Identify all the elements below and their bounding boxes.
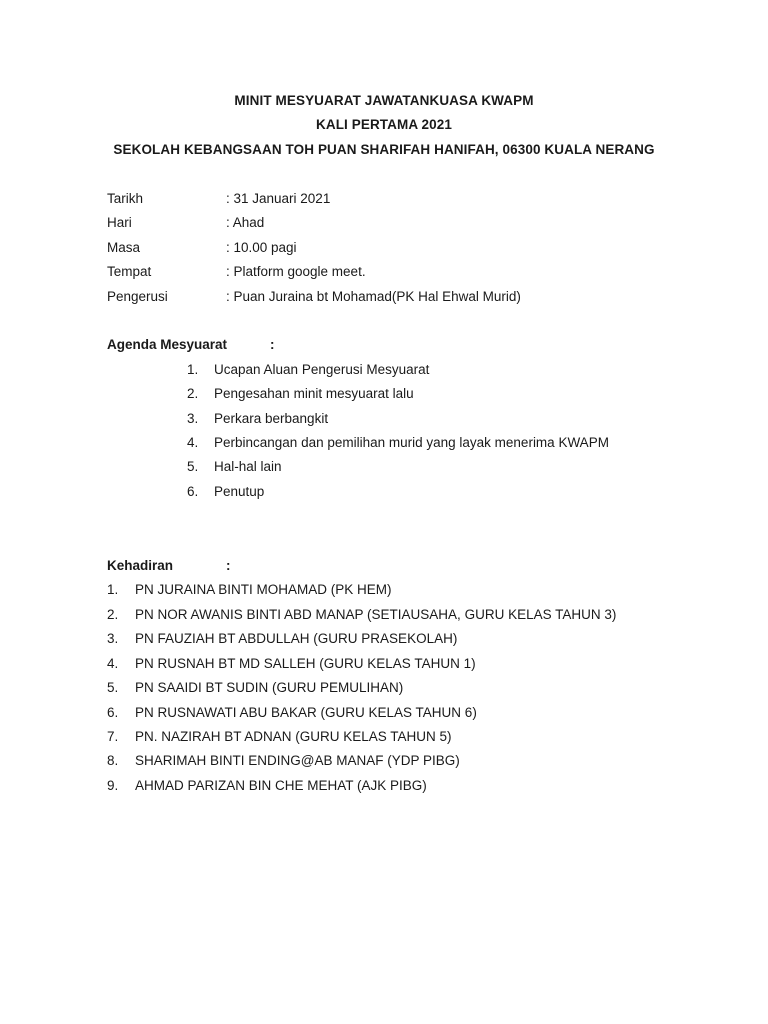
agenda-heading-label: Agenda Mesyuarat bbox=[107, 337, 228, 352]
attendance-item-text: SHARIMAH BINTI ENDING@AB MANAF (YDP PIBG) bbox=[135, 753, 460, 768]
agenda-item-number: 5. bbox=[187, 459, 199, 474]
attendance-item-number: 2. bbox=[107, 607, 119, 622]
attendance-heading-label: Kehadiran bbox=[107, 558, 174, 573]
attendance-item-text: AHMAD PARIZAN BIN CHE MEHAT (AJK PIBG) bbox=[135, 778, 427, 793]
attendance-item-number: 4. bbox=[107, 656, 119, 671]
agenda-item-text: Penutup bbox=[214, 484, 265, 499]
agenda-item-text: Perbincangan dan pemilihan murid yang layak menerima KWAPM bbox=[214, 435, 609, 450]
attendance-item-number: 9. bbox=[107, 778, 119, 793]
attendance-item-number: 6. bbox=[107, 705, 119, 720]
document-subtitle: KALI PERTAMA 2021 bbox=[316, 117, 452, 132]
agenda-item-text: Pengesahan minit mesyuarat lalu bbox=[214, 386, 414, 401]
school-name: SEKOLAH KEBANGSAAN TOH PUAN SHARIFAH HANIFAH, 06300 KUALA NERANG bbox=[113, 142, 655, 157]
attendance-heading-colon: : bbox=[226, 558, 231, 573]
detail-value: : Ahad bbox=[226, 215, 265, 230]
detail-label: Pengerusi bbox=[107, 289, 168, 304]
agenda-item-text: Hal-hal lain bbox=[214, 459, 282, 474]
agenda-item-text: Perkara berbangkit bbox=[214, 411, 329, 426]
attendance-item-text: PN FAUZIAH BT ABDULLAH (GURU PRASEKOLAH) bbox=[135, 631, 458, 646]
attendance-item-text: PN JURAINA BINTI MOHAMAD (PK HEM) bbox=[135, 582, 392, 597]
detail-label: Masa bbox=[107, 240, 141, 255]
agenda-item-number: 3. bbox=[187, 411, 199, 426]
attendance-item-text: PN NOR AWANIS BINTI ABD MANAP (SETIAUSAHA, GURU KELAS TAHUN 3) bbox=[135, 607, 617, 622]
attendance-item-number: 8. bbox=[107, 753, 119, 768]
agenda-item-number: 2. bbox=[187, 386, 199, 401]
agenda-item-number: 6. bbox=[187, 484, 199, 499]
detail-label: Tempat bbox=[107, 264, 152, 279]
agenda-item-number: 4. bbox=[187, 435, 199, 450]
document-title: MINIT MESYUARAT JAWATANKUASA KWAPM bbox=[234, 93, 534, 108]
detail-label: Hari bbox=[107, 215, 132, 230]
detail-value: : 10.00 pagi bbox=[226, 240, 297, 255]
detail-value: : Puan Juraina bt Mohamad(PK Hal Ehwal Murid) bbox=[226, 289, 521, 304]
agenda-heading-colon: : bbox=[270, 337, 275, 352]
detail-label: Tarikh bbox=[107, 191, 144, 206]
agenda-item-number: 1. bbox=[187, 362, 199, 377]
attendance-heading bbox=[107, 558, 231, 573]
attendance-item-number: 3. bbox=[107, 631, 119, 646]
detail-value: : 31 Januari 2021 bbox=[226, 191, 331, 206]
attendance-item-text: PN RUSNAH BT MD SALLEH (GURU KELAS TAHUN 1) bbox=[135, 656, 476, 671]
attendance-item-number: 7. bbox=[107, 729, 119, 744]
attendance-item-text: PN. NAZIRAH BT ADNAN (GURU KELAS TAHUN 5) bbox=[135, 729, 452, 744]
detail-value: : Platform google meet. bbox=[226, 264, 366, 279]
attendance-item-text: PN RUSNAWATI ABU BAKAR (GURU KELAS TAHUN 6) bbox=[135, 705, 477, 720]
attendance-item-text: PN SAAIDI BT SUDIN (GURU PEMULIHAN) bbox=[135, 680, 404, 695]
attendance-item-number: 1. bbox=[107, 582, 119, 597]
agenda-item-text: Ucapan Aluan Pengerusi Mesyuarat bbox=[214, 362, 430, 377]
agenda-heading bbox=[107, 337, 275, 352]
attendance-item-number: 5. bbox=[107, 680, 119, 695]
